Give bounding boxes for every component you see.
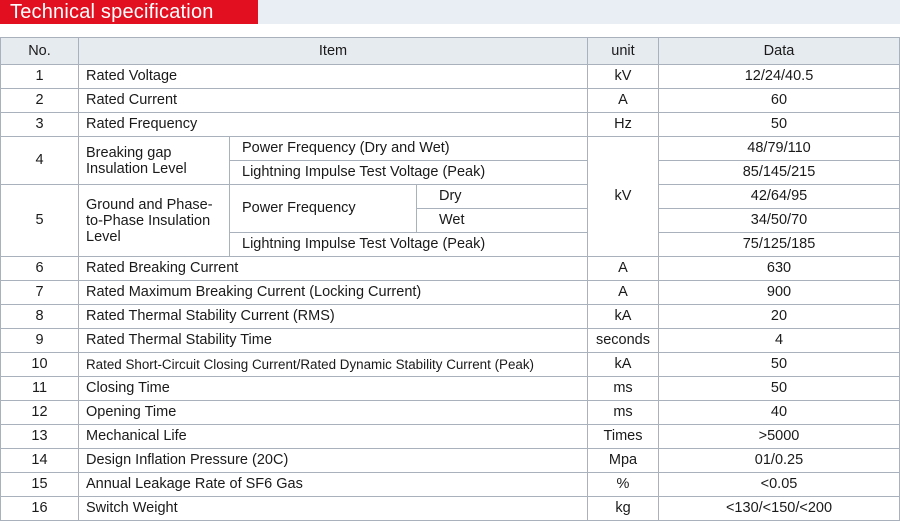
table-row [1, 89, 900, 113]
row-data: 12/24/40.5 [659, 65, 900, 89]
row-no: 3 [1, 113, 79, 137]
row-data: 75/125/185 [659, 233, 900, 257]
table-row [1, 137, 900, 161]
row-unit: kg [588, 497, 659, 521]
row-unit: Hz [588, 113, 659, 137]
row-data: <0.05 [659, 473, 900, 497]
row-data: 48/79/110 [659, 137, 900, 161]
row-unit: kV [588, 137, 659, 257]
table-row [1, 281, 900, 305]
header-no: No. [1, 38, 79, 65]
page-title: Technical specification [10, 1, 214, 23]
table-row [1, 401, 900, 425]
row-item: Mechanical Life [79, 425, 588, 449]
row-condition: Wet [417, 209, 588, 233]
row-item: Ground and Phase-to-Phase Insulation Level [79, 185, 230, 257]
row-subitem: Power Frequency [230, 185, 417, 233]
table-row [1, 497, 900, 521]
table-row [1, 113, 900, 137]
row-data: 60 [659, 89, 900, 113]
title-banner [0, 0, 900, 24]
row-data: 20 [659, 305, 900, 329]
row-unit: ms [588, 401, 659, 425]
row-item: Rated Current [79, 89, 588, 113]
row-data: 900 [659, 281, 900, 305]
header-data: Data [659, 38, 900, 65]
row-item: Rated Breaking Current [79, 257, 588, 281]
table-row [1, 425, 900, 449]
row-item: Design Inflation Pressure (20C) [79, 449, 588, 473]
row-unit: ms [588, 377, 659, 401]
row-data: 42/64/95 [659, 185, 900, 209]
row-item: Rated Maximum Breaking Current (Locking Current) [79, 281, 588, 305]
row-item: Rated Thermal Stability Time [79, 329, 588, 353]
row-item: Closing Time [79, 377, 588, 401]
row-item: Switch Weight [79, 497, 588, 521]
row-data: 01/0.25 [659, 449, 900, 473]
row-no: 12 [1, 401, 79, 425]
row-no: 6 [1, 257, 79, 281]
row-subitem: Power Frequency (Dry and Wet) [230, 137, 588, 161]
row-no: 5 [1, 185, 79, 257]
row-no: 7 [1, 281, 79, 305]
header-item: Item [79, 38, 588, 65]
row-item: Rated Short-Circuit Closing Current/Rated Dynamic Stability Current (Peak) [79, 353, 588, 377]
row-no: 15 [1, 473, 79, 497]
row-item: Annual Leakage Rate of SF6 Gas [79, 473, 588, 497]
table-row [1, 65, 900, 89]
table-row [1, 473, 900, 497]
row-unit: Times [588, 425, 659, 449]
row-no: 9 [1, 329, 79, 353]
spec-table [0, 37, 900, 521]
row-subitem: Lightning Impulse Test Voltage (Peak) [230, 161, 588, 185]
table-row [1, 329, 900, 353]
row-unit: seconds [588, 329, 659, 353]
row-data: >5000 [659, 425, 900, 449]
row-item: Breaking gap Insulation Level [79, 137, 230, 185]
row-no: 1 [1, 65, 79, 89]
table-row [1, 449, 900, 473]
row-no: 16 [1, 497, 79, 521]
header-unit: unit [588, 38, 659, 65]
row-data: <130/<150/<200 [659, 497, 900, 521]
row-unit: A [588, 257, 659, 281]
row-no: 13 [1, 425, 79, 449]
table-row [1, 305, 900, 329]
row-unit: kV [588, 65, 659, 89]
row-no: 8 [1, 305, 79, 329]
row-item: Rated Thermal Stability Current (RMS) [79, 305, 588, 329]
row-data: 50 [659, 353, 900, 377]
table-row [1, 185, 900, 209]
table-header-row [1, 38, 900, 65]
row-no: 4 [1, 137, 79, 185]
row-condition: Dry [417, 185, 588, 209]
row-unit: kA [588, 305, 659, 329]
row-data: 50 [659, 377, 900, 401]
row-data: 85/145/215 [659, 161, 900, 185]
row-data: 630 [659, 257, 900, 281]
row-data: 40 [659, 401, 900, 425]
row-data: 50 [659, 113, 900, 137]
row-unit: Mpa [588, 449, 659, 473]
row-no: 11 [1, 377, 79, 401]
row-subitem: Lightning Impulse Test Voltage (Peak) [230, 233, 588, 257]
row-data: 34/50/70 [659, 209, 900, 233]
row-item: Rated Voltage [79, 65, 588, 89]
row-unit: A [588, 89, 659, 113]
table-row [1, 353, 900, 377]
row-unit: kA [588, 353, 659, 377]
table-row [1, 257, 900, 281]
row-unit: % [588, 473, 659, 497]
row-item: Opening Time [79, 401, 588, 425]
row-unit: A [588, 281, 659, 305]
row-item: Rated Frequency [79, 113, 588, 137]
row-no: 2 [1, 89, 79, 113]
row-no: 10 [1, 353, 79, 377]
table-row [1, 377, 900, 401]
row-no: 14 [1, 449, 79, 473]
row-data: 4 [659, 329, 900, 353]
